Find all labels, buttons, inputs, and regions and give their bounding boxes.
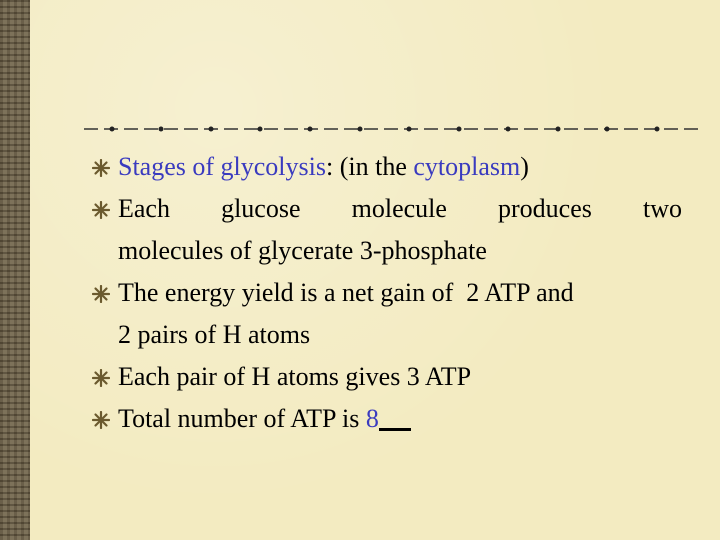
bullet-item-energy-yield — [92, 272, 682, 356]
glucose-line-2: molecules of glycerate 3-phosphate — [118, 236, 487, 265]
energy-line-1: The energy yield is a net gain of 2 ATP and — [118, 278, 574, 307]
bullet-item-h-atoms — [92, 356, 682, 398]
bullet-item-stages — [92, 146, 682, 188]
glucose-line-1: Each glucose molecule produces two — [118, 194, 682, 223]
h-atoms-text: Each pair of H atoms gives 3 ATP — [118, 362, 472, 391]
answer-blank-line — [379, 406, 411, 431]
asterisk-bullet-icon — [92, 159, 110, 177]
cytoplasm-text: cytoplasm — [413, 152, 521, 181]
total-atp-text: Total number of ATP is — [118, 404, 366, 433]
left-texture-strip — [0, 0, 30, 540]
asterisk-bullet-icon — [92, 285, 110, 303]
stages-of-glycolysis-text: Stages of glycolysis — [118, 152, 326, 181]
energy-line-2: 2 pairs of H atoms — [118, 320, 311, 349]
decorative-dash-rule — [84, 123, 704, 135]
closing-paren-text: ) — [520, 152, 529, 181]
asterisk-bullet-icon — [92, 201, 110, 219]
asterisk-bullet-icon — [92, 369, 110, 387]
bullet-list — [92, 146, 682, 440]
total-atp-value: 8 — [365, 404, 379, 433]
bullet-item-total-atp — [92, 398, 682, 440]
bullet-item-glucose — [92, 188, 682, 272]
in-the-text: : (in the — [326, 152, 414, 181]
asterisk-bullet-icon — [92, 411, 110, 429]
